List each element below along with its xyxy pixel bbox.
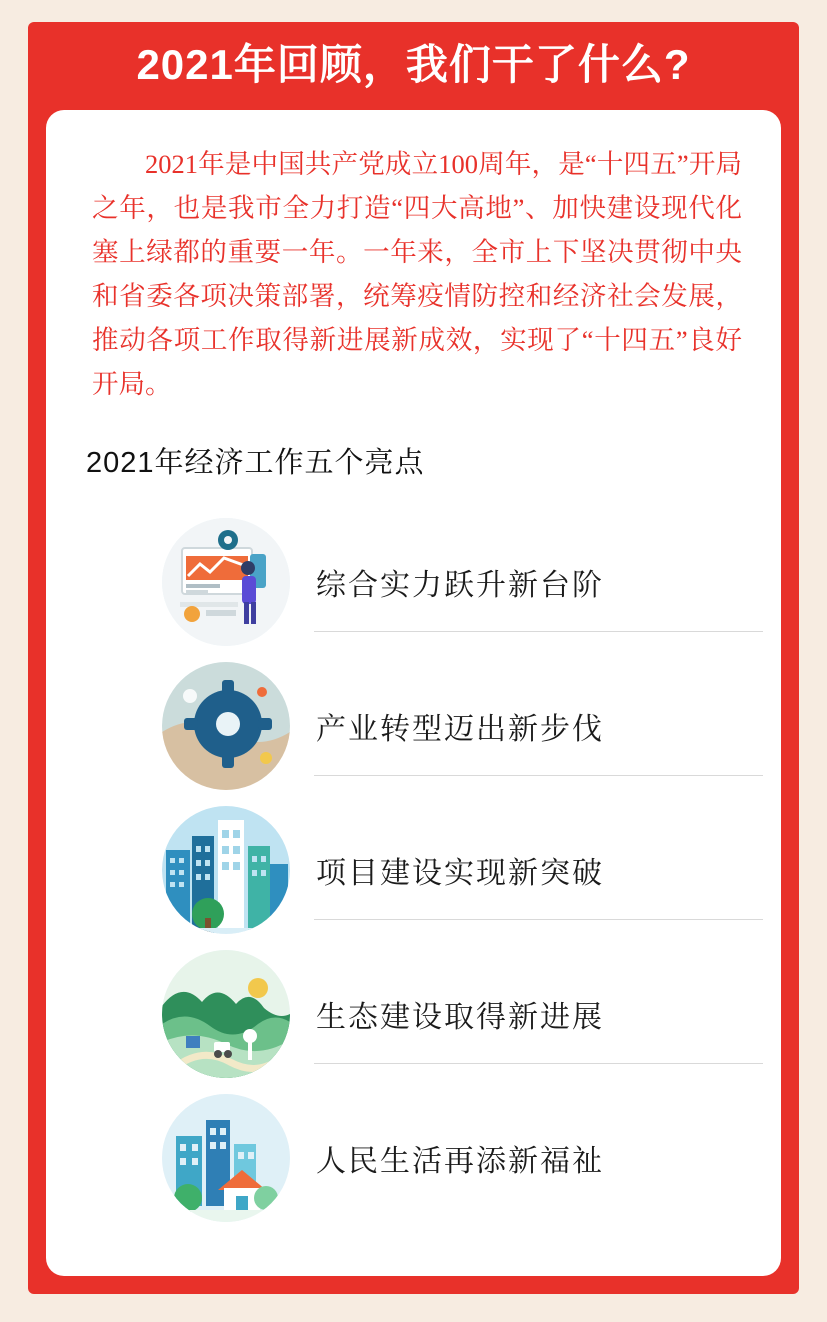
list-item-label: 人民生活再添新福祉 [316,1145,604,1178]
industry-gear-icon [162,662,290,790]
list-item-label: 产业转型迈出新步伐 [316,713,604,746]
highlight-list [46,510,781,1230]
divider [314,919,763,920]
section-title: 2021年经济工作五个亮点 [86,447,425,479]
divider [314,1063,763,1064]
list-item-label: 生态建设取得新进展 [316,1001,604,1034]
list-item-label: 综合实力跃升新台阶 [316,569,604,602]
city-buildings-icon [162,806,290,934]
green-landscape-icon [162,950,290,1078]
list-item[interactable] [46,1086,781,1230]
header-band [28,22,799,102]
list-item[interactable] [46,510,781,654]
list-item[interactable] [46,942,781,1086]
presentation-chart-icon [162,518,290,646]
divider [314,775,763,776]
page-title: 2021年回顾，我们干了什么? [136,41,691,88]
list-item[interactable] [46,798,781,942]
content-card [46,110,781,1276]
divider [314,631,763,632]
list-item[interactable] [46,654,781,798]
homes-community-icon [162,1094,290,1222]
list-item-label: 项目建设实现新突破 [316,857,604,890]
intro-paragraph: 2021年是中国共产党成立100周年，是“十四五”开局之年，也是我市全力打造“四大高地”、加快建设现代化塞上绿都的重要一年。一年来，全市上下坚决贯彻中央和省委各项决策部署，统筹疫情防控和经济社会发展，推动各项工作取得新进展新成效，实现了“十四五”良好开局。 [92,149,742,399]
